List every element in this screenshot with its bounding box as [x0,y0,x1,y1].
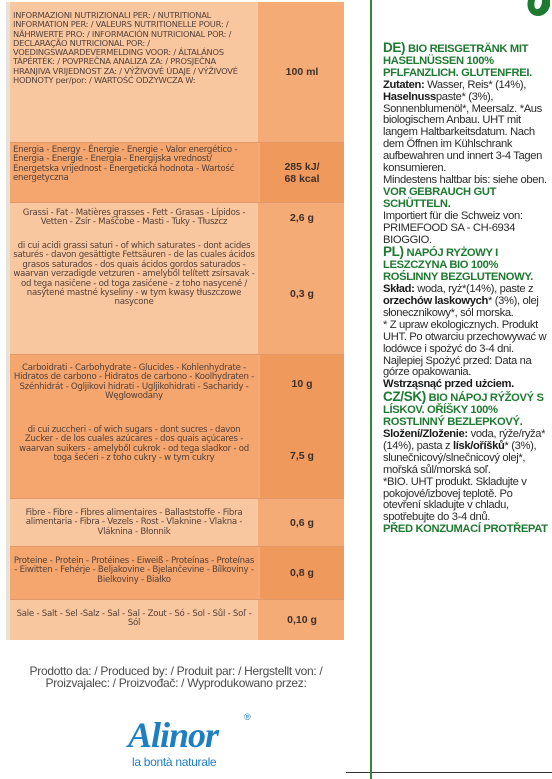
pl-storage-note: * Z upraw ekologicznych. Produkt UHT. Po otwarciu przechowywać w lodówce i spożyć do 3-4 dni. Najlepiej Spożyć przed: Data na górze opakowania. [383,318,547,379]
pl-shake-notice: Wstrząsnąć przed użciem. [383,378,514,391]
protein-row [10,547,344,600]
brand-tagline: la bontà naturale [132,755,217,769]
producer-line-2: Proizvajalec: / Proizvođač: / Wyprodukowano przez: [45,676,307,690]
brand-name: Alinor [128,715,219,755]
de-ingredients: Zutaten: Wasser, Reis* (14%), Haselnusspaste* (3%), Sonnenblumenöl*, Meersalz. *Aus biologischem Anbau. UHT mit langem Haltbarkeitsdatum. Nach dem Öffnen im Kühlschrank aufbewahren und innert 3-4 Tagen konsumieren. [383,78,543,175]
pl-product-title: NAPÓJ RYŻOWY I LESZCZYNA BIO 100% ROŚLINNY BEZGLUTENOWY. [383,247,533,284]
salt-row [10,600,344,640]
pl-language-code: PL) [383,244,404,260]
energy-row [10,143,344,203]
carbohydrate-value: 10 g [260,355,344,413]
leaf-icon [524,0,552,24]
de-section [383,42,551,80]
saturates-label: di cui acidi grassi saturi - of which saturates - dont acides saturés - davon gesättigte Fettsäuren - de las cuales ácidos grasos saturados - dos quais ácidos gordos saturados - waarvan verzadigde vetzuren - amelyből telített zsírsavak - od tega nasičene - od toga zasićene - z toho nasycené / nasýtené mastné kyseliny - w tym kwasy tłuszczowe nasycone [10,233,260,354]
pl-section [383,246,551,284]
producer-line-1: Prodotto da: / Produced by: / Produit par: / Hergstellt von: / [29,664,323,678]
nutrition-header-value: 100 ml [260,2,344,142]
czsk-product-title: BIO NÁPOJ RÝŽOVÝ S LÍSKOV. OŘÍŠKY 100% ROSTLINNÝ BEZLEPKOVÝ. [383,392,544,429]
registered-mark: ® [244,712,251,722]
fat-value: 2,6 g [260,203,344,233]
de-product-title: BIO REISGETRÄNK MIT HASELNÜSSEN 100% PFLFANZLICH. GLUTENFREI. [383,43,532,79]
czsk-language-code: CZ/SK) [383,389,426,405]
green-divider-line [370,0,372,779]
saturates-value: 0,3 g [260,233,344,354]
fibre-label: Fibre - Fibre - Fibres alimentaires - Ballaststoffe - Fibra alimentaria - Fibra - Vezels - Rost - Vlaknine - Vlakna - Vláknina - Błonnik [10,499,260,546]
fibre-row [10,499,344,547]
bottom-rule [346,772,552,773]
de-importer: Importiert für die Schweiz von: PRIMEFOOD SA - CH-6934 BIOGGIO. [383,209,523,246]
de-shake-notice: VOR GEBRAUCH GUT SCHÜTTELN. [383,185,497,210]
nutrition-header-label: INFORMAZIONI NUTRIZIONALI PER: / NUTRITIONAL INFORMATION PER: / VALEURS NUTRITIONELLE POUR: / NÄHRWERTE PRO: / INFORMACIÓN NUTRICIONAL POR: / DECLARAÇÃO NUTRICIONAL POR: / VOEDINGSWAARDEVERMELDING VOOR: / ÁLTALÁNOS TÁPÉRTÉK: / POVPREČNA ANALIZA ZA: / PROSJEČNA HRANJIVA VRIJEDNOST ZA: / VÝŽIVOVÉ ÚDAJE / VÝŽIVOVÉ HODNOTY per/por: / WARTOŚĆ ODŻYWCZA W: [10,2,260,142]
salt-label: Sale - Salt - Sel -Salz - Sal - Sal - Zout - Só - Sol - Sůl - Soľ - Sól [10,600,260,640]
fat-label: Grassi - Fat - Matières grasses - Fett - Grasas - Lípidos - Vetten - Zsír - Maščobe - Masti - Tuky - Tłuszcz [10,203,260,233]
czsk-section [383,391,551,429]
de-language-code: DE) [383,40,406,55]
alinor-logo [120,712,260,772]
czsk-shake-notice: PŘED KONZUMACÍ PROTŘEPAT [383,523,548,536]
fat-row [10,203,344,355]
nutrition-table [6,2,344,640]
protein-value: 0,8 g [260,547,344,599]
producer-info [6,665,346,689]
energy-label: Energia - Energy - Énergie - Energie - Valor energético - Energia - Energie - Energia - Energijska vrednost/ Energetska vrijednost - Energetická hodnota - Wartość energetyczna [10,143,260,202]
carbohydrate-label: Carboidrati - Carbohydrate - Glucides - Kohlenhydrate - Hidratos de carbono - Hidratos de carbono - Koolhydraten - Szénhidrát - Ogljikovi hidrati - Ugljikohidrati - Sacharidy - Węglowodany [10,355,260,413]
czsk-ingredients: Složení/Zloženie: voda, rýže/ryža* (14%), pasta z lísk/oříšků* (3%), slunečnicový/slnečnicový olej*, mořská sůl/morská soľ. [383,428,546,476]
nutrition-header-row [10,2,344,143]
czsk-storage-note: *BIO. UHT produkt. Skladujte v pokojové/izbovej teplotě. Po otevření skladujte v chladu, spotřebujte do 3-4 dnů. [383,475,527,524]
pl-ingredients: Skład: woda, ryż*(14%), paste z orzechów laskowych* (3%), olej słonecznikowy*, sól morska. [383,283,539,319]
sugars-label: di cui zuccheri - of wich sugars - dont sucres - davon Zucker - de los cuales azúcares - dos quais açúcares - waarvan suikers - amelyből cukrok - od tega sladkor - od toga šećeri - z toho cukry - w tym cukry [10,413,260,498]
energy-value: 285 kJ/ 68 kcal [260,143,344,202]
de-best-before: Mindestens haltbar bis: siehe oben. [383,173,547,186]
ingredients-column [383,42,551,536]
salt-value: 0,10 g [260,600,344,640]
fibre-value: 0,6 g [260,499,344,546]
carbohydrate-row [10,355,344,499]
protein-label: Proteine - Protein - Protéines - Eiweiß - Proteínas - Proteínas - Eiwitten - Fehérje - Beljakovine - Bjelančevine - Bílkoviny - Bielkoviny - Białko [10,547,260,599]
sugars-value: 7,5 g [260,413,344,498]
